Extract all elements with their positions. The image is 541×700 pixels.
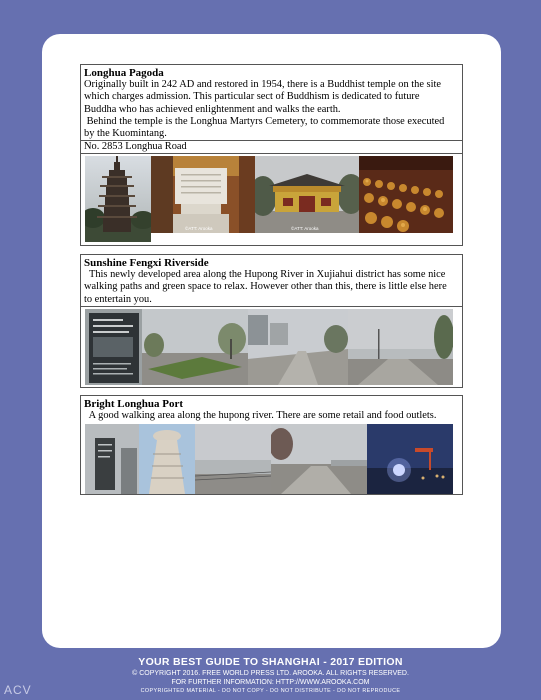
section-description — [81, 79, 462, 140]
section-bright-longhua-port — [80, 395, 463, 495]
photo-temple-hall — [255, 156, 359, 233]
photo-strip — [81, 306, 462, 387]
photo-river-bank — [195, 424, 271, 494]
desc-line: which charges admission. This particular sect of Buddhism is dedicated to future — [84, 91, 420, 103]
desc-line: to entertain you. — [84, 293, 152, 305]
section-description — [81, 410, 462, 422]
photo-river-view — [348, 309, 453, 385]
photo-park-lawn — [142, 309, 248, 385]
section-title: Bright Longhua Port — [84, 398, 184, 410]
desc-line: by the Kuomintang. — [84, 128, 167, 140]
footer-copyright: © COPYRIGHT 2016. FREE WORLD PRESS LTD. AROOKA. ALL RIGHTS RESERVED. — [132, 670, 409, 677]
section-description — [81, 269, 462, 306]
photo-night-harbor — [367, 424, 453, 494]
photo-strip — [81, 422, 462, 494]
photo-strip — [81, 153, 462, 245]
desc-line: Buddha who has achieved enlightenment and walks the earth. — [84, 103, 341, 115]
section-title: Sunshine Fengxi Riverside — [84, 257, 209, 269]
photo-pagoda — [85, 156, 151, 242]
address: No. 2853 Longhua Road — [84, 141, 187, 153]
footer-title: YOUR BEST GUIDE TO SHANGHAI - 2017 EDITION — [138, 656, 403, 668]
section-title: Longhua Pagoda — [84, 67, 164, 79]
desc-line: A good walking area along the hupong river. There are some retail and food outlets. — [84, 410, 437, 421]
photo-waterfront-walk — [271, 424, 367, 494]
photo-water-tower — [139, 424, 195, 494]
section-sunshine-fengxi-riverside — [80, 254, 463, 388]
desc-line: This newly developed area along the Hupong River in Xujiahui district has some nice — [84, 269, 446, 280]
photo-watermark: ©ATT: Arooka — [291, 226, 319, 232]
photo-buddha-statues — [359, 156, 453, 233]
desc-line: Behind the temple is the Longhua Martyrs Cemetery, to commemorate those executed — [84, 115, 445, 127]
corner-mark: ACV — [4, 683, 32, 697]
photo-sign-post — [85, 424, 139, 494]
desc-line: Originally built in 242 AD and restored in 1954, there is a Buddhist temple on the site — [84, 79, 441, 90]
desc-line: walking paths and green space to relax. However other than this, there is little else here — [84, 281, 447, 293]
footer-notice: COPYRIGHTED MATERIAL - DO NOT COPY - DO NOT DISTRIBUTE - DO NOT REPRODUCE — [140, 688, 401, 694]
section-longhua-pagoda — [80, 64, 463, 246]
photo-riverside-path — [248, 309, 348, 385]
footer-info-link[interactable]: FOR FURTHER INFORMATION: HTTP://WWW.AROOKA.COM — [171, 679, 370, 686]
photo-info-board — [85, 309, 142, 385]
photo-stele — [151, 156, 255, 233]
photo-watermark: ©ATT: Arooka — [185, 226, 213, 232]
